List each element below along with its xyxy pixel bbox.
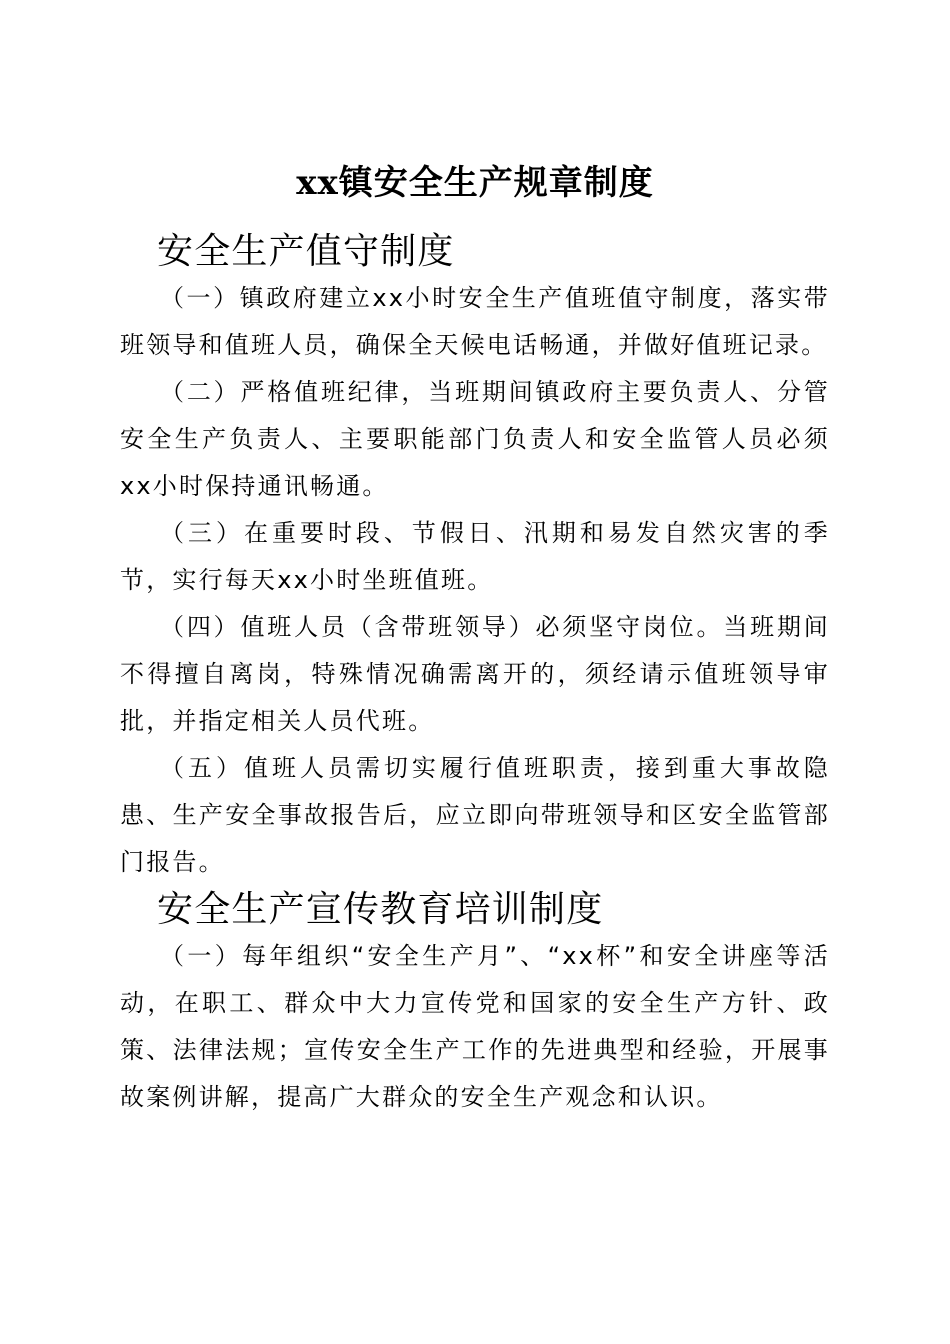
document-title: xx镇安全生产规章制度 bbox=[296, 162, 654, 203]
paragraph-duty-1: （一）镇政府建立xx小时安全生产值班值守制度，落实带班领导和值班人员，确保全天候电话畅通，并做好值班记录。 bbox=[120, 284, 830, 359]
paragraph-training-1: （一）每年组织“安全生产月”、“xx杯”和安全讲座等活动，在职工、群众中大力宣传党和国家的安全生产方针、政策、法律法规；宣传安全生产工作的先进典型和经验，开展事故案例讲解，提高广大群众的安全生产观念和认识。 bbox=[120, 942, 830, 1111]
document-body bbox=[120, 228, 830, 1121]
paragraph-duty-4: （四）值班人员（含带班领导）必须坚守岗位。当班期间不得擅自离岗，特殊情况确需离开的，须经请示值班领导审批，并指定相关人员代班。 bbox=[120, 613, 830, 735]
section-heading-training: 安全生产宣传教育培训制度 bbox=[157, 889, 604, 930]
paragraph-duty-2: （二）严格值班纪律，当班期间镇政府主要负责人、分管安全生产负责人、主要职能部门负责人和安全监管人员必须xx小时保持通讯畅通。 bbox=[120, 378, 830, 500]
paragraph-duty-5: （五）值班人员需切实履行值班职责，接到重大事故隐患、生产安全事故报告后，应立即向带班领导和区安全监管部门报告。 bbox=[120, 754, 830, 876]
section-heading-duty: 安全生产值守制度 bbox=[157, 231, 455, 272]
paragraph-duty-3: （三）在重要时段、节假日、汛期和易发自然灾害的季节，实行每天xx小时坐班值班。 bbox=[120, 519, 830, 594]
